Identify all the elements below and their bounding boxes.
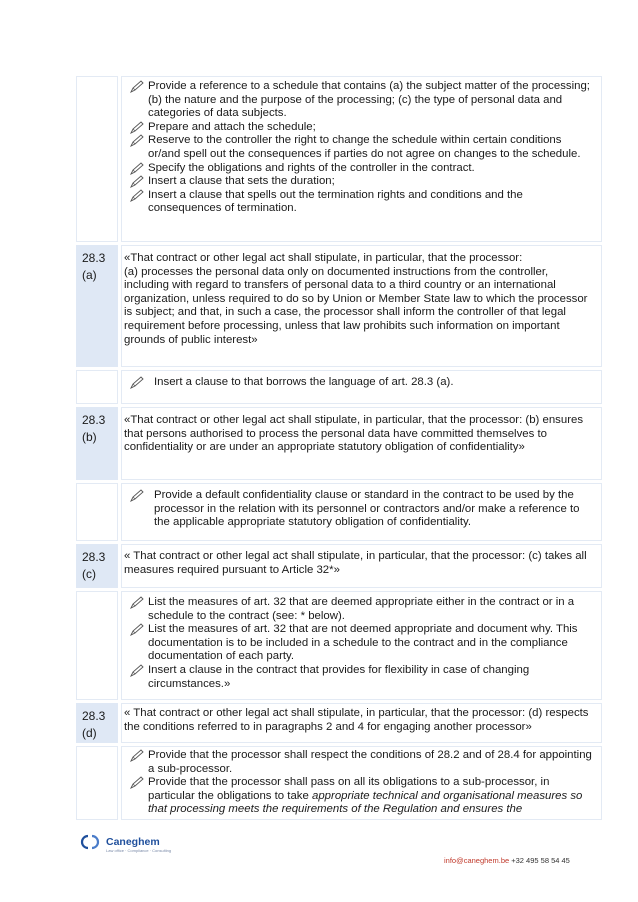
- footer-contact: [444, 856, 570, 865]
- list-item: Insert a clause that spells out the termination rights and conditions and the consequences of termination.: [128, 189, 595, 216]
- content-table: [76, 76, 602, 823]
- list-item: Reserve to the controller the right to change the schedule within certain conditions or/and spell out the consequences if parties do not agree on changes to the schedule.: [128, 134, 595, 161]
- table-row: [76, 746, 602, 820]
- article-letter: (a): [82, 268, 97, 282]
- list-item: Insert a clause that sets the duration;: [128, 175, 595, 189]
- article-number-cell: [76, 703, 118, 743]
- article-text-line: «That contract or other legal act shall stipulate, in particular, that the processor:: [124, 252, 523, 264]
- article-number: 28.3: [82, 251, 106, 265]
- pencil-icon: [130, 121, 144, 134]
- row-number-cell: [76, 76, 118, 242]
- table-row: [76, 483, 602, 541]
- brand-name: Caneghem: [106, 835, 160, 848]
- row-number-cell: [76, 746, 118, 820]
- pencil-icon: [130, 749, 144, 762]
- article-number: 28.3: [82, 550, 106, 564]
- list-item: Insert a clause to that borrows the language of art. 28.3 (a).: [128, 376, 595, 390]
- list-item: Prepare and attach the schedule;: [128, 121, 595, 135]
- list-item: Provide that the processor shall pass on all its obligations to a sub-processor, in particular the obligations to take appropriate technical and organisational measures so that processing meets the requirements of the Regulation and ensures the: [128, 776, 595, 817]
- article-text-cell: [121, 703, 602, 743]
- row-number-cell: [76, 483, 118, 541]
- pencil-icon: [130, 776, 144, 789]
- table-row: [76, 245, 602, 367]
- article-number: 28.3: [82, 709, 106, 723]
- article-text-line: « That contract or other legal act shall stipulate, in particular, that the processor: (d) respects the conditions referred to in paragraphs 2 and 4 for engaging another processor»: [124, 707, 589, 733]
- article-number-cell: [76, 245, 118, 367]
- list-item: Insert a clause in the contract that provides for flexibility in case of changing circumstances.»: [128, 664, 595, 691]
- pencil-icon: [130, 376, 144, 389]
- guidance-cell: [121, 746, 602, 820]
- pencil-icon: [130, 664, 144, 677]
- pencil-icon: [130, 162, 144, 175]
- article-text-cell: [121, 407, 602, 480]
- footer-email[interactable]: info@caneghem.be: [444, 856, 510, 865]
- italic-text: appropriate technical and organisational measures so that processing meets the requirements of the Regulation and ensures the: [148, 789, 583, 816]
- row-number-cell: [76, 370, 118, 404]
- table-row: [76, 591, 602, 700]
- table-row: [76, 703, 602, 743]
- article-text-cell: [121, 544, 602, 588]
- article-text-line: «That contract or other legal act shall stipulate, in particular, that the processor: (b) ensures that persons authorised to process the personal data have committed themselves to confidentiality or are under an appropriate statutory obligation of confidentiality»: [124, 414, 584, 454]
- article-text-line: (a) processes the personal data only on documented instructions from the controller, including with regard to transfers of personal data to a third country or an international organization, unless required to do so by Union or Member State law to which the processor is subject; and that, in such a case, the processor shall inform the controller of that legal requirement before processing, unless that law prohibits such information on important grounds of public interest»: [124, 265, 588, 346]
- article-number-cell: [76, 407, 118, 480]
- article-letter: (b): [82, 430, 97, 444]
- article-number: 28.3: [82, 413, 106, 427]
- company-logo: [78, 833, 171, 856]
- guidance-cell: [121, 76, 602, 242]
- caneghem-logo-icon: [78, 833, 102, 856]
- list-item: Provide a default confidentiality clause or standard in the contract to be used by the processor in the relation with its personnel or contractors and/or make a reference to the applicable appropriate statutory obligation of confidentiality.: [128, 489, 595, 530]
- list-item: Provide a reference to a schedule that contains (a) the subject matter of the processing; (b) the nature and the purpose of the processing; (c) the type of personal data and categories of data subjects.: [128, 80, 595, 121]
- guidance-cell: [121, 591, 602, 700]
- pencil-icon: [130, 175, 144, 188]
- pencil-icon: [130, 623, 144, 636]
- pencil-icon: [130, 134, 144, 147]
- article-text-cell: [121, 245, 602, 367]
- article-letter: (c): [82, 567, 96, 581]
- article-letter: (d): [82, 726, 97, 740]
- article-number-cell: [76, 544, 118, 588]
- pencil-icon: [130, 489, 144, 502]
- pencil-icon: [130, 189, 144, 202]
- article-text-line: « That contract or other legal act shall stipulate, in particular, that the processor: (c) takes all measures required pursuant to Article 32*»: [124, 550, 587, 576]
- list-item: Specify the obligations and rights of the controller in the contract.: [128, 162, 595, 176]
- footer-phone: +32 495 58 54 45: [511, 856, 570, 865]
- row-number-cell: [76, 591, 118, 700]
- list-item: Provide that the processor shall respect the conditions of 28.2 and of 28.4 for appointing a sub-processor.: [128, 749, 595, 776]
- list-item: List the measures of art. 32 that are deemed appropriate either in the contract or in a schedule to the contract (see: * below).: [128, 596, 595, 623]
- table-row: [76, 76, 602, 242]
- guidance-cell: [121, 370, 602, 404]
- brand-tagline: Law office · Compliance · Consulting: [106, 847, 172, 853]
- table-row: [76, 544, 602, 588]
- pencil-icon: [130, 596, 144, 609]
- table-row: [76, 407, 602, 480]
- guidance-cell: [121, 483, 602, 541]
- list-item: List the measures of art. 32 that are not deemed appropriate and document why. This documentation is to be included in a schedule to the contract and in the compliance documentation of each party.: [128, 623, 595, 664]
- table-row: [76, 370, 602, 404]
- pencil-icon: [130, 80, 144, 93]
